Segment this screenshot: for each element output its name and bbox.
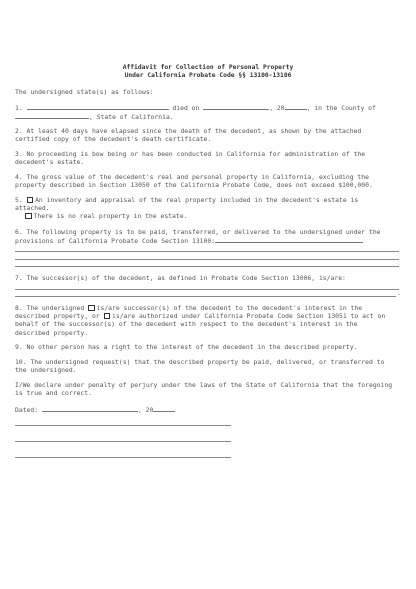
state-label: , State of California. — [89, 113, 174, 122]
signature-line-1[interactable] — [15, 425, 231, 426]
dated-date-field[interactable] — [42, 405, 138, 412]
signature-line-2[interactable] — [15, 441, 231, 442]
document-title — [0, 64, 416, 80]
paragraph-2: 2. At least 40 days have elapsed since the death of the decedent, as shown by the attached certified copy of the decedent's death certificate. — [15, 127, 362, 144]
title-line-1: Affidavit for Collection of Personal Property — [122, 64, 294, 71]
paragraph-7: 7. The successor(s) of the decedent, as defined in Probate Code Section 13006, is/are: — [15, 274, 346, 282]
paragraph-4: 4. The gross value of the decedent's real and personal property in California, excluding the property described in Section 13050 of the California Probate Code, does not exceed $100,000. — [15, 173, 373, 190]
authorized-checkbox[interactable] — [104, 313, 111, 320]
signature-line-3[interactable] — [15, 457, 231, 458]
successor-field-line-2[interactable] — [15, 296, 396, 297]
county-field[interactable] — [15, 112, 89, 119]
no-real-property-label: There is no real property in the estate. — [33, 212, 188, 221]
dated-year-prefix: , 20 — [137, 406, 154, 414]
dated-label: Dated: — [15, 406, 39, 414]
dated-row — [15, 405, 395, 414]
county-label: , in the County of — [306, 104, 376, 112]
paragraph-6 — [15, 228, 395, 245]
intro-text: The undersigned state(s) as follows: — [15, 88, 154, 96]
paragraph-8-intro: 8. The undersigned — [15, 304, 85, 312]
paragraph-1 — [15, 103, 395, 121]
death-year-field[interactable] — [285, 103, 307, 110]
paragraph-6-text: 6. The following property is to be paid, transferred, or delivered to the undersigned under the provisions of California Probate Code Section 13100: — [15, 228, 381, 246]
title-line-2: Under California Probate Code §§ 13100-13106 — [124, 72, 292, 79]
dated-year-field[interactable] — [153, 405, 175, 412]
property-field-line-1[interactable] — [215, 236, 363, 243]
property-field-line-3[interactable] — [15, 259, 399, 260]
no-real-property-checkbox[interactable] — [25, 213, 32, 220]
property-field-line-2[interactable] — [15, 251, 399, 252]
inventory-attached-label: An inventory and appraisal of the real property included in the decedent's estate is attached. — [15, 196, 359, 213]
inventory-attached-checkbox[interactable] — [27, 197, 34, 204]
successor-checkbox[interactable] — [88, 305, 95, 312]
declaration: I/We declare under penalty of perjury under the laws of the State of California that the foregoing is true and correct. — [15, 381, 393, 398]
death-date-field[interactable] — [203, 103, 269, 110]
paragraph-1-number: 1. — [15, 104, 23, 112]
property-field-line-4[interactable] — [15, 266, 399, 267]
paragraph-9: 9. No other person has a right to the interest of the decedent in the described property. — [15, 343, 358, 351]
decedent-name-field[interactable] — [27, 103, 169, 110]
paragraph-10: 10. The undersigned request(s) that the described property be paid, delivered, or transferred to the undersigned. — [15, 358, 385, 375]
paragraph-3: 3. No proceeding is bow being or has been conducted in California for administration of the decedent's estate. — [15, 150, 366, 167]
successor-period: . — [397, 289, 401, 297]
authorized-label: is/are authorized under California Probate Code Section 13051 to act on behalf of the successor(s) of the decedent with respect to the decedent's interest in the described property. — [15, 312, 386, 337]
successor-label: is/are successor(s) of the decedent to the decedent's interest in the described property, or — [15, 304, 363, 321]
paragraph-8 — [15, 304, 395, 337]
paragraph-5-number: 5. — [15, 196, 23, 204]
paragraph-5 — [15, 196, 395, 221]
year-prefix-label: , 20 — [269, 104, 285, 112]
successor-field-line-1[interactable] — [15, 289, 399, 290]
died-on-label: died on — [172, 104, 200, 112]
